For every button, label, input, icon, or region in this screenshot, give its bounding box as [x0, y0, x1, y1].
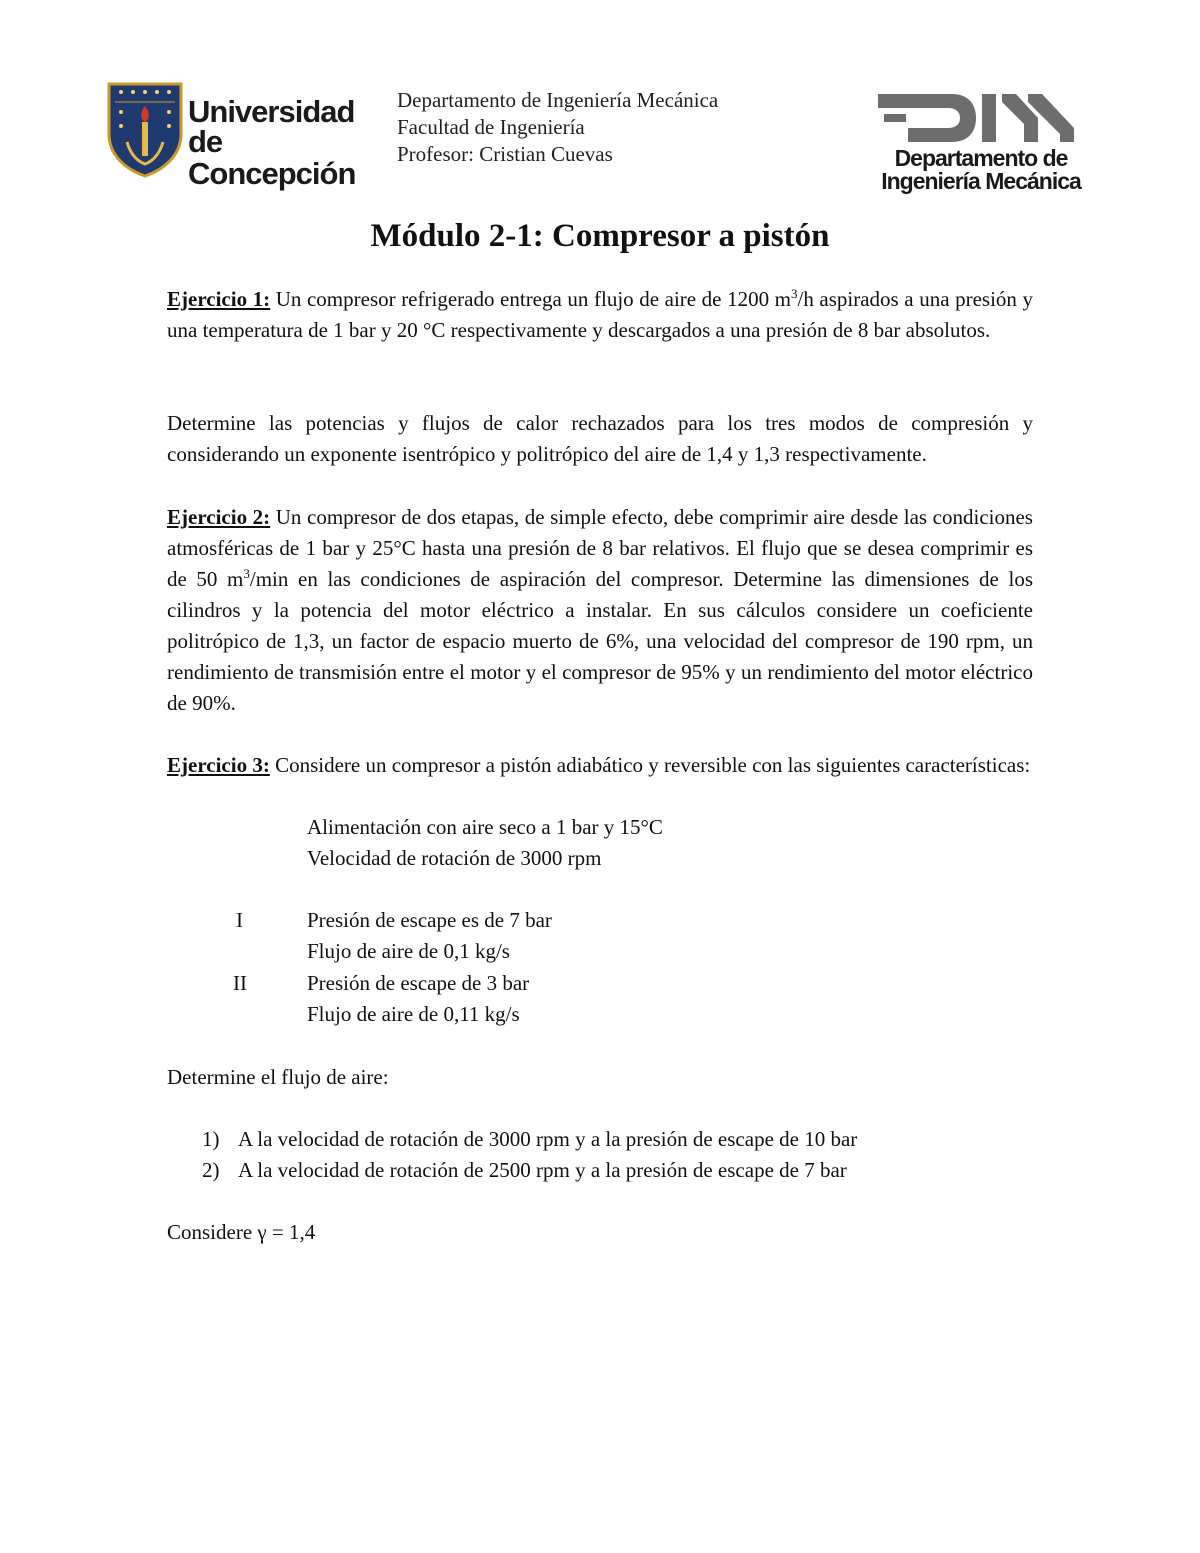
- exercise-2-text-a: Un compresor de dos etapas, de simple efecto, debe comprimir aire desde las condiciones atmosféricas de 1 bar y 25°C hasta una presión de 8 bar relativos. El flujo que se desea comprimir es de 50 m: [167, 505, 1033, 591]
- exercise-1-paragraph: [167, 284, 1033, 346]
- exercise-3-paragraph: [167, 750, 1033, 781]
- udec-shield-icon: [105, 82, 185, 178]
- header-faculty: Facultad de Ingeniería: [397, 115, 585, 139]
- exercise-3-item-2: A la velocidad de rotación de 2500 rpm y a la presión de escape de 7 bar: [238, 1158, 847, 1182]
- exercise-3-label: Ejercicio 3:: [167, 753, 270, 777]
- udec-logo-line2: de Concepción: [188, 124, 356, 191]
- exercise-3-item-2-number: 2): [202, 1158, 220, 1182]
- dim-logo-line1: Departamento de: [894, 145, 1068, 171]
- exercise-2-paragraph: [167, 502, 1033, 719]
- exercise-1-label: Ejercicio 1:: [167, 287, 271, 311]
- header-department: Departamento de Ingeniería Mecánica: [397, 88, 719, 112]
- exercise-1-text-a: Un compresor refrigerado entrega un flujo de aire de 1200 m: [270, 287, 791, 311]
- dim-mark-icon: [878, 90, 1078, 148]
- exercise-3-item-1: A la velocidad de rotación de 3000 rpm y a la presión de escape de 10 bar: [238, 1127, 858, 1151]
- exercise-3-case-2-label: II: [233, 971, 247, 995]
- exercise-1-task: Determine las potencias y flujos de calor rechazados para los tres modos de compresión y considerando un exponente isentrópico y politrópico del aire de 1,4 y 1,3 respectivamente.: [167, 411, 1033, 466]
- exercise-1-text-b: /h aspirados a una presión y una temperatura de 1 bar y 20 °C respectivamente y descargados a una presión de 8 bar absolutos.: [167, 287, 1033, 342]
- exercise-2-label: Ejercicio 2:: [167, 505, 271, 529]
- exercise-2-sup: 3: [243, 566, 250, 581]
- exercise-3-case-1-flow: Flujo de aire de 0,1 kg/s: [307, 939, 510, 963]
- exercise-3-case-1-label: I: [236, 908, 243, 932]
- page-title: Módulo 2-1: Compresor a pistón: [370, 218, 830, 254]
- udec-logo: [105, 82, 356, 191]
- dim-logo-line2: Ingeniería Mecánica: [881, 168, 1081, 194]
- exercise-3-case-2-pressure: Presión de escape de 3 bar: [307, 971, 530, 995]
- exercise-2-text-b: /min en las condiciones de aspiración del compresor. Determine las dimensiones de los cilindros y la potencia del motor eléctrico a instalar. En sus cálculos considere un coeficiente politrópico de 1,3, un factor de espacio muerto de 6%, una velocidad del compresor de 190 rpm, un rendimiento de transmisión entre el motor y el compresor de 95% y un rendimiento del motor eléctrico de 90%.: [167, 567, 1033, 715]
- exercise-3-condition-feed: Alimentación con aire seco a 1 bar y 15°C: [307, 815, 663, 839]
- exercise-3-case-2-flow: Flujo de aire de 0,11 kg/s: [307, 1002, 520, 1026]
- exercise-3-gamma-note: Considere γ = 1,4: [167, 1220, 316, 1244]
- exercise-3-determine: Determine el flujo de aire:: [167, 1065, 389, 1089]
- exercise-3-condition-speed: Velocidad de rotación de 3000 rpm: [307, 846, 602, 870]
- exercise-3-case-1-pressure: Presión de escape es de 7 bar: [307, 908, 552, 932]
- udec-logo-line1: Universidad: [188, 94, 355, 129]
- exercise-3-item-1-number: 1): [202, 1127, 220, 1151]
- exercise-1-sup: 3: [790, 286, 798, 301]
- exercise-3-text: Considere un compresor a pistón adiabático y reversible con las siguientes características:: [269, 753, 1031, 777]
- header-professor: Profesor: Cristian Cuevas: [397, 142, 613, 166]
- dim-logo: [876, 90, 1086, 196]
